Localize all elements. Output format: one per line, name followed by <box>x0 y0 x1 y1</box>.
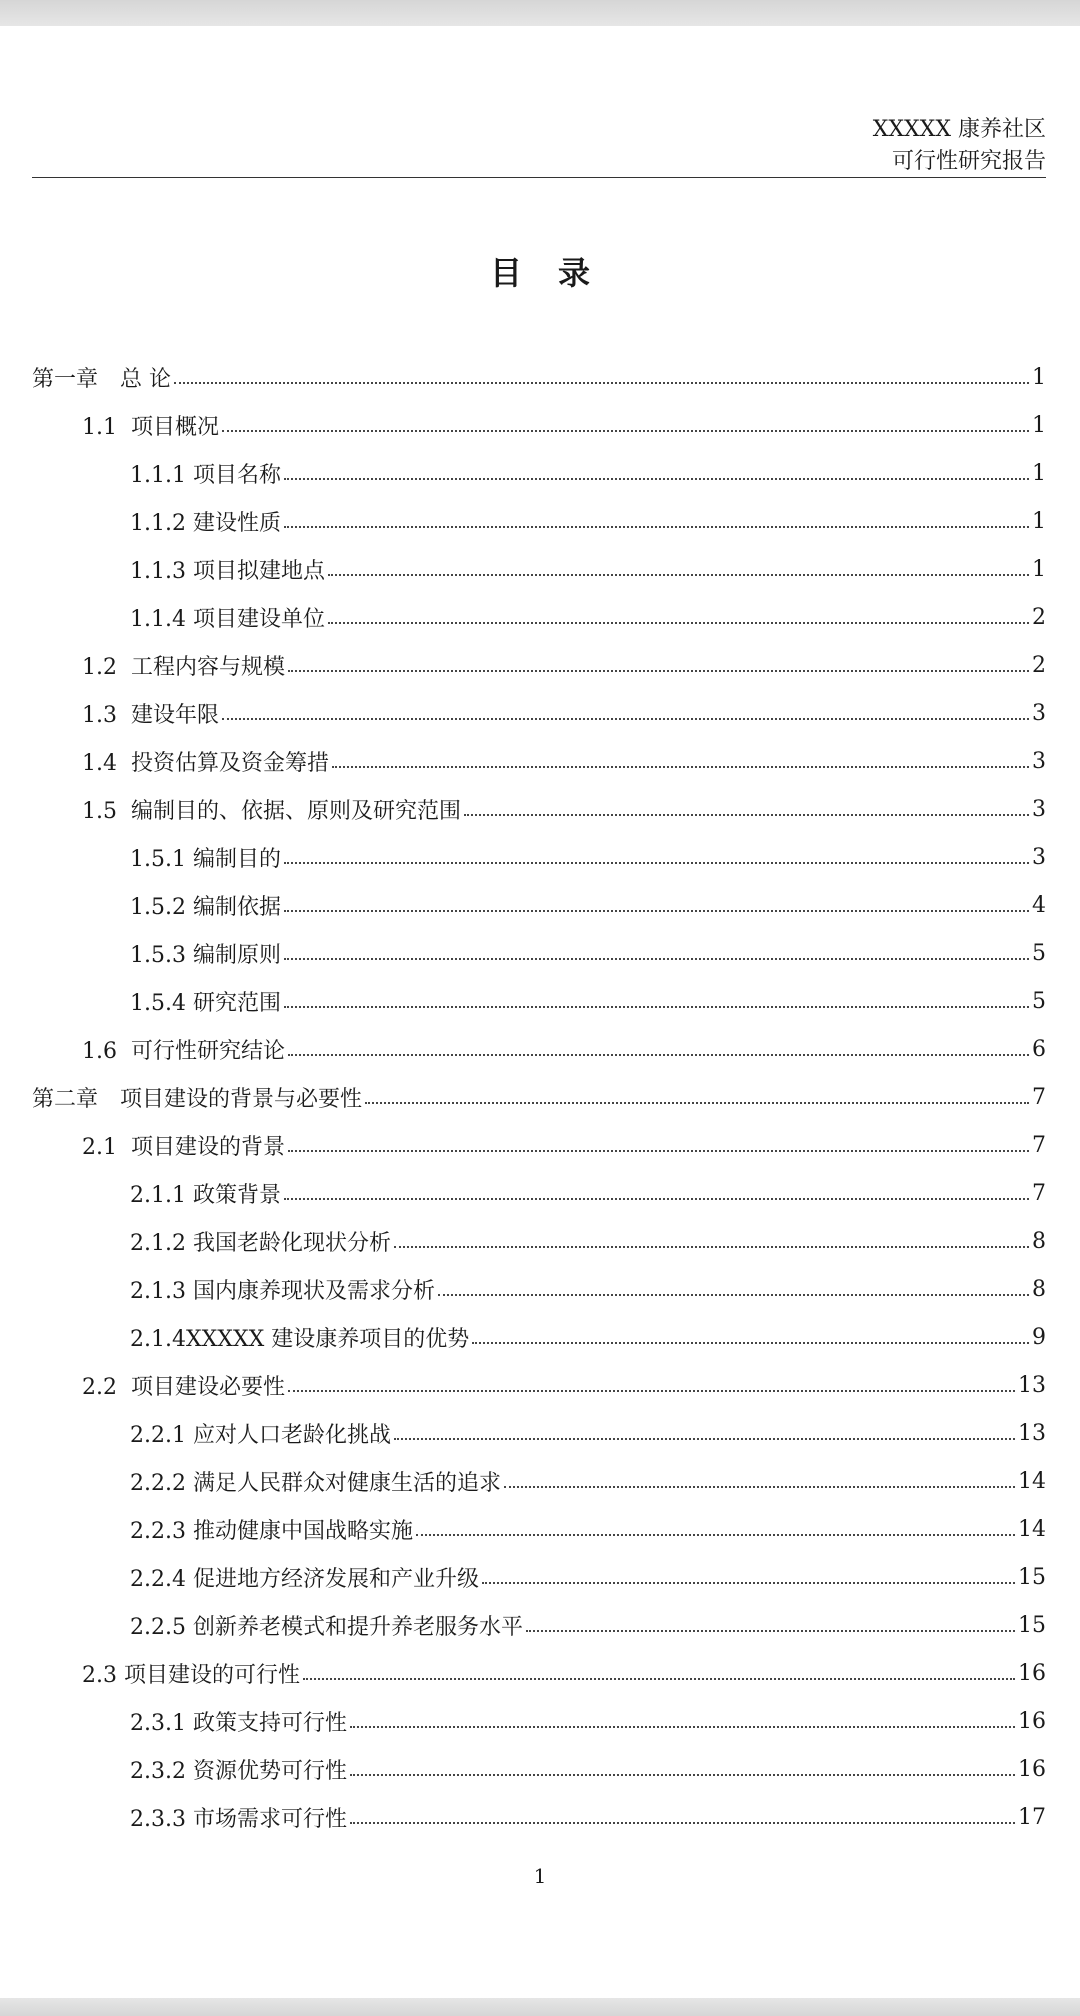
toc-entry-title: 1.5.2 编制依据 <box>130 894 281 920</box>
toc-dot-leader <box>288 1390 1015 1392</box>
toc-entry[interactable] <box>32 449 1046 497</box>
toc-dot-leader <box>284 1006 1029 1008</box>
toc-entry-page: 9 <box>1032 1324 1046 1350</box>
toc-entry-page: 4 <box>1032 892 1046 918</box>
toc-entry-page: 2 <box>1032 652 1046 678</box>
toc-entry-page: 13 <box>1018 1372 1046 1398</box>
toc-dot-leader <box>222 718 1029 720</box>
toc-entry[interactable] <box>32 1073 1046 1121</box>
toc-entry-title: 1.5.1 编制目的 <box>130 846 281 872</box>
viewer-top-edge <box>0 0 1080 26</box>
toc-entry[interactable] <box>32 1217 1046 1265</box>
toc-dot-leader <box>328 622 1029 624</box>
toc-dot-leader <box>174 382 1029 384</box>
toc-entry[interactable] <box>32 1169 1046 1217</box>
toc-entry-page: 1 <box>1032 556 1046 582</box>
toc-entry[interactable] <box>32 929 1046 977</box>
toc-entry-page: 15 <box>1018 1564 1046 1590</box>
toc-entry-page: 6 <box>1032 1036 1046 1062</box>
page-number: 1 <box>533 1864 547 1888</box>
toc-entry-title: 2.2.1 应对人口老龄化挑战 <box>130 1422 391 1448</box>
toc-entry-page: 1 <box>1032 460 1046 486</box>
running-header <box>873 114 1046 178</box>
header-divider <box>32 177 1046 178</box>
toc-entry-title: 第一章 总 论 <box>32 366 171 392</box>
header-report-type: 可行性研究报告 <box>891 149 1046 174</box>
toc-entry-title: 1.4 投资估算及资金筹措 <box>82 750 329 776</box>
toc-dot-leader <box>394 1438 1015 1440</box>
toc-dot-leader <box>416 1534 1015 1536</box>
toc-entry[interactable] <box>32 1649 1046 1697</box>
toc-title: 目录 <box>489 254 626 292</box>
toc-dot-leader <box>288 1150 1029 1152</box>
toc-entry-page: 3 <box>1032 748 1046 774</box>
toc-entry-page: 1 <box>1032 508 1046 534</box>
toc-entry[interactable] <box>32 737 1046 785</box>
toc-dot-leader <box>284 1198 1029 1200</box>
toc-dot-leader <box>472 1342 1029 1344</box>
toc-dot-leader <box>365 1102 1029 1104</box>
toc-entry-title: 2.2.3 推动健康中国战略实施 <box>130 1518 413 1544</box>
toc-entry-page: 5 <box>1032 940 1046 966</box>
toc-entry[interactable] <box>32 545 1046 593</box>
toc-dot-leader <box>350 1822 1015 1824</box>
toc-entry-title: 2.2 项目建设必要性 <box>82 1374 285 1400</box>
toc-dot-leader <box>284 958 1029 960</box>
toc-entry[interactable] <box>32 1265 1046 1313</box>
toc-dot-leader <box>328 574 1029 576</box>
toc-entry-title: 2.3.3 市场需求可行性 <box>130 1806 347 1832</box>
toc-entry-page: 17 <box>1018 1804 1046 1830</box>
toc-entry-title: 2.1 项目建设的背景 <box>82 1134 285 1160</box>
toc-entry[interactable] <box>32 689 1046 737</box>
toc-entry-title: 1.1 项目概况 <box>82 414 219 440</box>
toc-entry-page: 5 <box>1032 988 1046 1014</box>
toc-entry-page: 2 <box>1032 604 1046 630</box>
toc-entry[interactable] <box>32 641 1046 689</box>
toc-dot-leader <box>284 526 1029 528</box>
toc-dot-leader <box>504 1486 1015 1488</box>
toc-entry[interactable] <box>32 977 1046 1025</box>
toc-dot-leader <box>350 1726 1015 1728</box>
header-project-name: XXXXX 康养社区 <box>872 117 1046 142</box>
toc-entry-title: 1.5.3 编制原则 <box>130 942 281 968</box>
toc-entry[interactable] <box>32 1313 1046 1361</box>
toc-entry[interactable] <box>32 1745 1046 1793</box>
toc-entry-title: 2.2.5 创新养老模式和提升养老服务水平 <box>130 1614 523 1640</box>
viewer-bottom-edge <box>0 1998 1080 2016</box>
toc-entry-title: 1.5.4 研究范围 <box>130 990 281 1016</box>
toc-dot-leader <box>303 1678 1015 1680</box>
toc-entry-title: 2.3.1 政策支持可行性 <box>130 1710 347 1736</box>
toc-dot-leader <box>332 766 1029 768</box>
toc-entry[interactable] <box>32 1025 1046 1073</box>
toc-entry[interactable] <box>32 1601 1046 1649</box>
toc-entry[interactable] <box>32 401 1046 449</box>
toc-dot-leader <box>222 430 1029 432</box>
toc-entry-page: 7 <box>1032 1084 1046 1110</box>
toc-entry-page: 1 <box>1032 364 1046 390</box>
toc-entry-page: 3 <box>1032 844 1046 870</box>
toc-dot-leader <box>284 478 1029 480</box>
toc-entry-title: 1.1.2 建设性质 <box>130 510 281 536</box>
toc-entry-title: 2.2.2 满足人民群众对健康生活的追求 <box>130 1470 501 1496</box>
toc-dot-leader <box>464 814 1029 816</box>
toc-entry-page: 14 <box>1018 1468 1046 1494</box>
toc-entry-page: 3 <box>1032 700 1046 726</box>
toc-entry[interactable] <box>32 833 1046 881</box>
toc-entry[interactable] <box>32 1457 1046 1505</box>
toc-dot-leader <box>526 1630 1015 1632</box>
toc-entry-page: 14 <box>1018 1516 1046 1542</box>
toc-entry-title: 2.2.4 促进地方经济发展和产业升级 <box>130 1566 479 1592</box>
toc-entry[interactable] <box>32 881 1046 929</box>
toc-entry-title: 1.1.1 项目名称 <box>130 462 281 488</box>
toc-entry-page: 13 <box>1018 1420 1046 1446</box>
toc-entry-page: 8 <box>1032 1276 1046 1302</box>
toc-entry-page: 16 <box>1018 1660 1046 1686</box>
toc-entry[interactable] <box>32 593 1046 641</box>
toc-entry[interactable] <box>32 1553 1046 1601</box>
toc-entry[interactable] <box>32 1697 1046 1745</box>
toc-entry[interactable] <box>32 497 1046 545</box>
toc-entry-page: 8 <box>1032 1228 1046 1254</box>
toc-dot-leader <box>288 670 1029 672</box>
toc-entry[interactable] <box>32 1793 1046 1841</box>
toc-entry-title: 1.1.4 项目建设单位 <box>130 606 325 632</box>
toc-entry-title: 2.1.3 国内康养现状及需求分析 <box>130 1278 435 1304</box>
toc-entry[interactable] <box>32 1409 1046 1457</box>
toc-entry-page: 16 <box>1018 1756 1046 1782</box>
toc-dot-leader <box>394 1246 1029 1248</box>
toc-entry-page: 7 <box>1032 1180 1046 1206</box>
toc-dot-leader <box>288 1054 1029 1056</box>
toc-dot-leader <box>350 1774 1015 1776</box>
toc-entry-title: 2.3.2 资源优势可行性 <box>130 1758 347 1784</box>
toc-dot-leader <box>284 910 1029 912</box>
document-page[interactable] <box>0 26 1080 1998</box>
toc-entry-title: 1.5 编制目的、依据、原则及研究范围 <box>82 798 461 824</box>
toc-entry[interactable] <box>32 1361 1046 1409</box>
toc-entry-title: 第二章 项目建设的背景与必要性 <box>32 1086 363 1112</box>
toc-entry-page: 7 <box>1032 1132 1046 1158</box>
toc-entry-title: 1.2 工程内容与规模 <box>82 654 285 680</box>
toc-entry[interactable] <box>32 353 1046 401</box>
toc-entry[interactable] <box>32 1121 1046 1169</box>
toc-entry-title: 1.1.3 项目拟建地点 <box>130 558 325 584</box>
toc-entry-title: 2.1.1 政策背景 <box>130 1182 281 1208</box>
toc-dot-leader <box>482 1582 1015 1584</box>
toc-dot-leader <box>438 1294 1029 1296</box>
toc-entry-title: 2.3 项目建设的可行性 <box>82 1662 300 1688</box>
toc-entry-title: 2.1.2 我国老龄化现状分析 <box>130 1230 391 1256</box>
toc-entry-page: 1 <box>1032 412 1046 438</box>
toc-entry[interactable] <box>32 1505 1046 1553</box>
toc-dot-leader <box>284 862 1029 864</box>
toc-entry-page: 16 <box>1018 1708 1046 1734</box>
table-of-contents <box>32 353 1046 1841</box>
toc-entry-title: 2.1.4XXXXX 建设康养项目的优势 <box>130 1326 470 1352</box>
toc-entry-title: 1.6 可行性研究结论 <box>82 1038 285 1064</box>
toc-entry[interactable] <box>32 785 1046 833</box>
toc-entry-page: 3 <box>1032 796 1046 822</box>
toc-entry-page: 15 <box>1018 1612 1046 1638</box>
toc-entry-title: 1.3 建设年限 <box>82 702 219 728</box>
